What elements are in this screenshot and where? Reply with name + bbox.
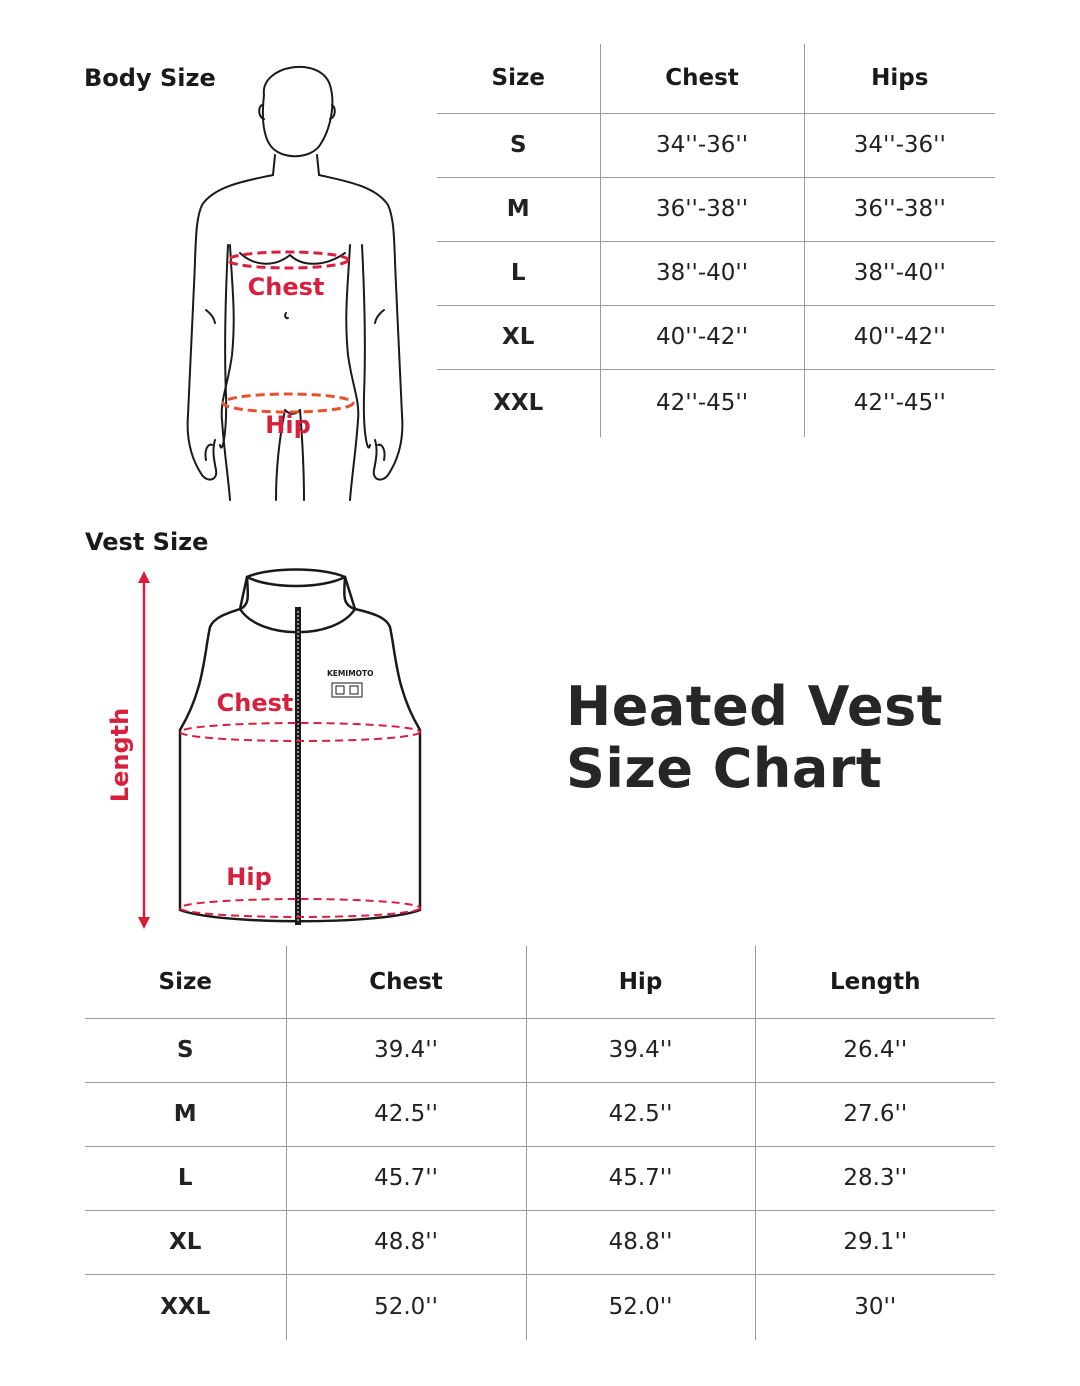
length-cell: 30'' <box>755 1274 995 1340</box>
chest-cell: 42''-45'' <box>600 369 804 437</box>
table-row <box>437 177 995 241</box>
chest-cell: 48.8'' <box>286 1210 526 1274</box>
vest-header-hip: Hip <box>526 946 755 1018</box>
vest-hip-label: Hip <box>226 863 272 891</box>
title-line-1: Heated Vest <box>566 675 944 738</box>
size-cell: S <box>509 132 527 158</box>
chest-cell: 39.4'' <box>286 1018 526 1082</box>
size-cell: S <box>176 1037 194 1063</box>
body-header-chest: Chest <box>600 44 804 113</box>
body-size-label: Body Size <box>84 64 216 92</box>
title-line-2: Size Chart <box>566 737 883 800</box>
length-arrow-icon <box>138 571 150 929</box>
page-title <box>566 676 943 800</box>
length-cell: 26.4'' <box>755 1018 995 1082</box>
hips-cell: 42''-45'' <box>804 369 995 437</box>
body-size-table <box>437 44 995 437</box>
size-cell: XL <box>85 1210 286 1274</box>
length-cell: 27.6'' <box>755 1082 995 1146</box>
vest-header-length: Length <box>755 946 995 1018</box>
vest-size-table <box>85 946 995 1340</box>
table-row <box>437 113 995 177</box>
table-row <box>85 1018 995 1082</box>
hip-cell: 45.7'' <box>526 1146 755 1210</box>
table-row <box>437 369 995 437</box>
size-cell: M <box>437 177 600 241</box>
chest-cell: 38''-40'' <box>600 241 804 305</box>
chest-cell: 45.7'' <box>286 1146 526 1210</box>
hips-cell: 38''-40'' <box>804 241 995 305</box>
vest-size-label: Vest Size <box>85 528 209 556</box>
body-table-header-row <box>437 44 995 113</box>
size-cell: M <box>85 1082 286 1146</box>
length-cell: 28.3'' <box>755 1146 995 1210</box>
table-row <box>85 1210 995 1274</box>
hip-cell: 48.8'' <box>526 1210 755 1274</box>
hips-cell: 34''-36'' <box>804 113 995 177</box>
size-cell: XXL <box>85 1274 286 1340</box>
table-row <box>85 1082 995 1146</box>
vest-brand-text: KEMIMOTO <box>327 669 374 678</box>
table-row <box>85 1274 995 1340</box>
size-cell: L <box>437 241 600 305</box>
vest-figure-illustration <box>100 565 440 935</box>
length-cell: 29.1'' <box>755 1210 995 1274</box>
vest-length-label: Length <box>106 707 134 803</box>
hip-cell: 42.5'' <box>526 1082 755 1146</box>
body-hip-label: Hip <box>265 411 311 439</box>
chest-cell: 42.5'' <box>286 1082 526 1146</box>
chest-cell: 34''-36'' <box>600 113 804 177</box>
size-cell: XXL <box>437 369 600 437</box>
table-row <box>437 305 995 369</box>
body-figure-illustration <box>180 55 410 505</box>
body-header-hips: Hips <box>804 44 995 113</box>
chest-cell: 52.0'' <box>286 1274 526 1340</box>
size-cell: XL <box>437 305 600 369</box>
vest-table-header-row <box>85 946 995 1018</box>
vest-chest-label: Chest <box>216 689 294 717</box>
table-row <box>85 1146 995 1210</box>
chest-cell: 40''-42'' <box>600 305 804 369</box>
hip-cell: 39.4'' <box>526 1018 755 1082</box>
chest-cell: 36''-38'' <box>600 177 804 241</box>
hip-cell: 52.0'' <box>526 1274 755 1340</box>
vest-header-size: Size <box>85 946 286 1018</box>
size-cell: L <box>85 1146 286 1210</box>
vest-header-chest: Chest <box>286 946 526 1018</box>
hips-cell: 40''-42'' <box>804 305 995 369</box>
table-row <box>437 241 995 305</box>
hips-cell: 36''-38'' <box>804 177 995 241</box>
vest-control-icon <box>332 683 362 697</box>
body-header-size: Size <box>437 44 600 113</box>
body-chest-label: Chest <box>247 273 325 301</box>
